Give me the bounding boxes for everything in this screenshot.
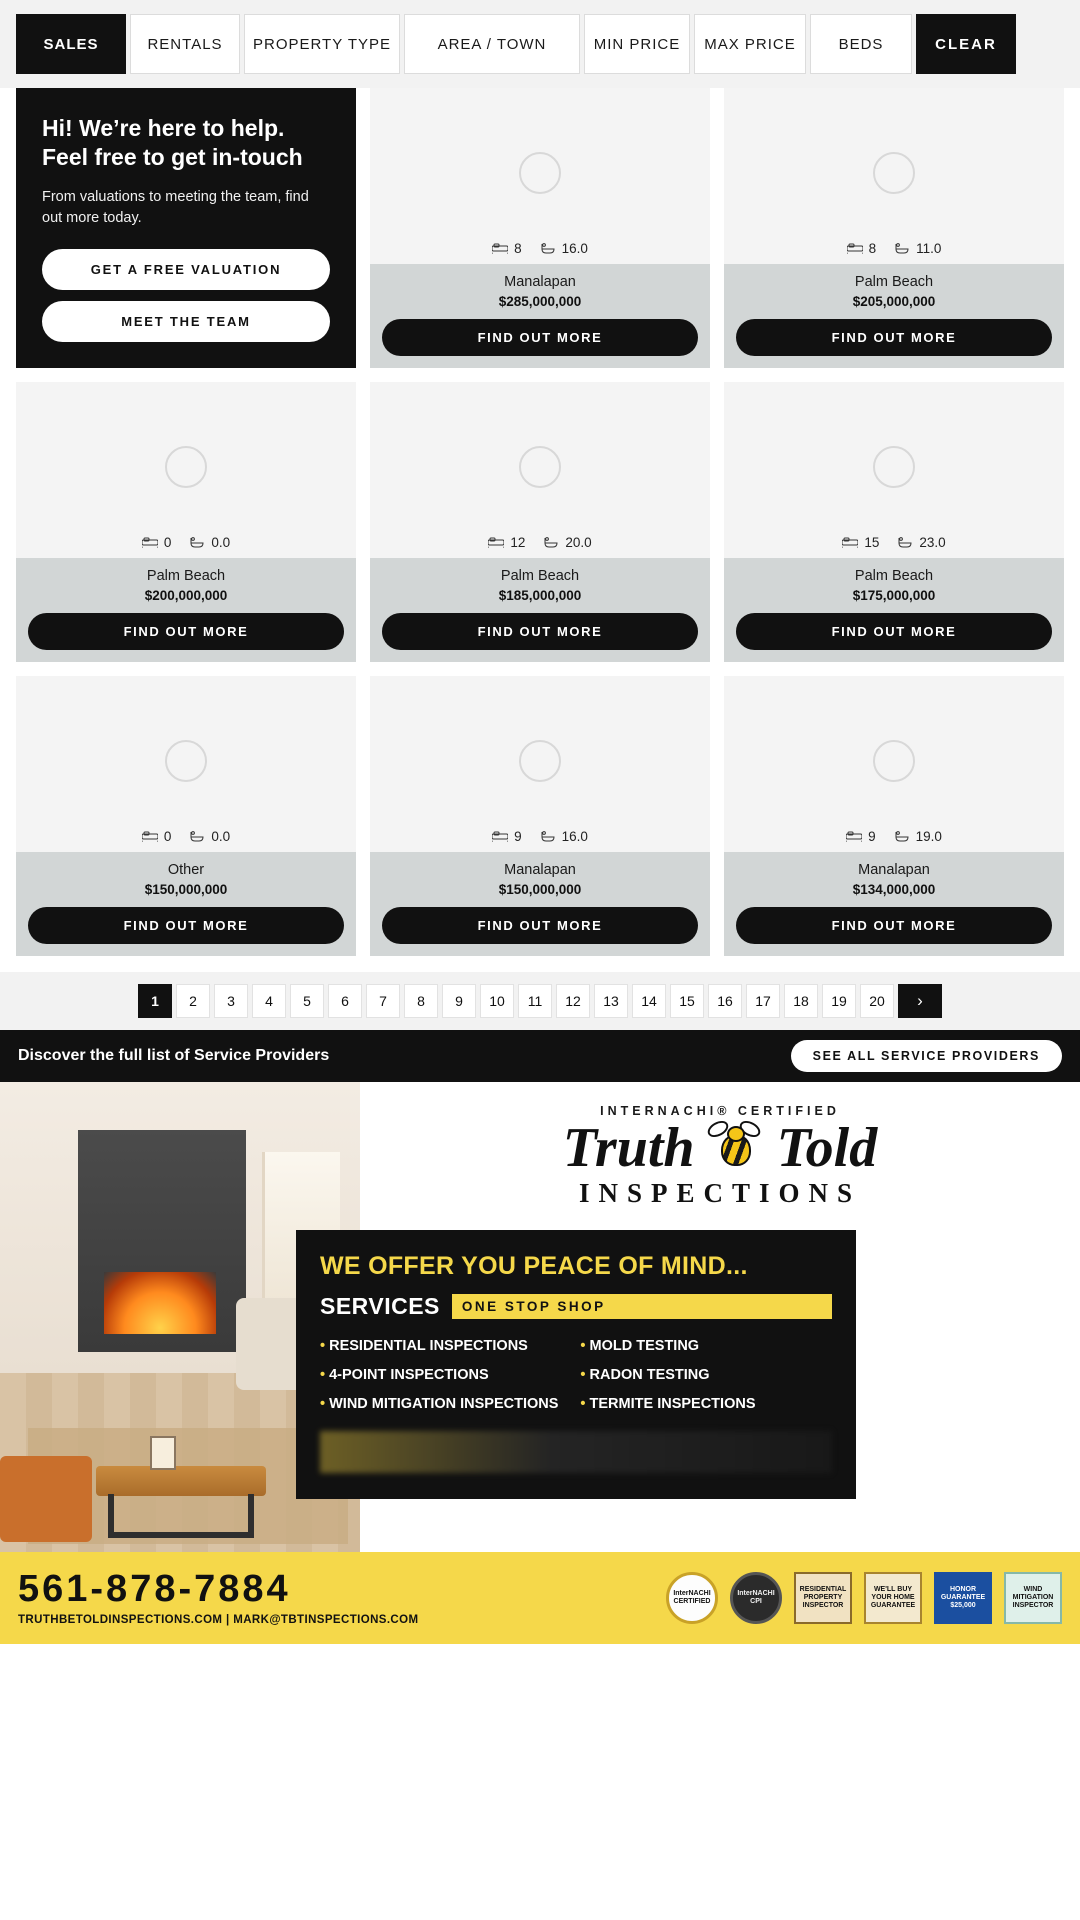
beds-value: 12 bbox=[510, 535, 526, 550]
listing-image-placeholder bbox=[370, 88, 710, 264]
one-stop-shop-banner: ONE STOP SHOP bbox=[452, 1294, 832, 1319]
listing-town: Palm Beach bbox=[854, 568, 934, 584]
beds-value: 8 bbox=[514, 241, 522, 256]
listing-specs bbox=[16, 829, 356, 844]
clear-filters-button[interactable]: CLEAR bbox=[916, 14, 1016, 74]
beds-spec bbox=[492, 241, 522, 256]
advertisement-banner[interactable] bbox=[0, 1082, 1080, 1552]
listing-image-placeholder bbox=[16, 676, 356, 852]
listing-image-placeholder bbox=[16, 382, 356, 558]
website-email[interactable]: TRUTHBETOLDINSPECTIONS.COM | MARK@TBTINSPECTIONS.COM bbox=[18, 1614, 419, 1626]
beds-spec bbox=[488, 535, 525, 550]
find-out-more-button[interactable]: FIND OUT MORE bbox=[28, 613, 344, 650]
page-button-10[interactable]: 10 bbox=[480, 984, 514, 1018]
photo-lantern bbox=[150, 1436, 176, 1470]
page-button-18[interactable]: 18 bbox=[784, 984, 818, 1018]
brand-name bbox=[360, 1117, 1080, 1179]
ad-services-panel bbox=[296, 1230, 856, 1499]
listing-image-placeholder bbox=[724, 676, 1064, 852]
bed-icon bbox=[142, 537, 158, 548]
page-button-12[interactable]: 12 bbox=[556, 984, 590, 1018]
bed-icon bbox=[847, 243, 863, 254]
bee-icon bbox=[709, 1120, 763, 1176]
ad-services-right bbox=[580, 1338, 755, 1425]
listing-price: $150,000,000 bbox=[498, 882, 582, 897]
loading-spinner-icon bbox=[873, 740, 915, 782]
beds-value: 15 bbox=[864, 535, 880, 550]
see-all-service-providers-button[interactable]: SEE ALL SERVICE PROVIDERS bbox=[791, 1040, 1062, 1072]
listing-town: Palm Beach bbox=[500, 568, 580, 584]
listing-card[interactable] bbox=[370, 382, 710, 662]
photo-fire bbox=[104, 1272, 216, 1334]
bed-icon bbox=[488, 537, 504, 548]
listing-specs bbox=[724, 241, 1064, 256]
ad-blurred-strip bbox=[320, 1431, 832, 1473]
bath-icon bbox=[897, 537, 913, 549]
brand-word-told: Told bbox=[776, 1117, 878, 1179]
loading-spinner-icon bbox=[873, 446, 915, 488]
meet-the-team-button[interactable]: MEET THE TEAM bbox=[42, 301, 330, 342]
ad-services-lists bbox=[320, 1338, 832, 1425]
baths-spec bbox=[189, 535, 230, 550]
listing-info bbox=[724, 558, 1064, 662]
bed-icon bbox=[842, 537, 858, 548]
loading-spinner-icon bbox=[873, 152, 915, 194]
listing-price: $185,000,000 bbox=[498, 588, 582, 603]
find-out-more-button[interactable]: FIND OUT MORE bbox=[28, 907, 344, 944]
beds-spec bbox=[142, 535, 172, 550]
page-button-2[interactable]: 2 bbox=[176, 984, 210, 1018]
filter-bar bbox=[0, 0, 1080, 88]
page-button-7[interactable]: 7 bbox=[366, 984, 400, 1018]
page-button-14[interactable]: 14 bbox=[632, 984, 666, 1018]
baths-spec bbox=[540, 241, 588, 256]
listing-image-placeholder bbox=[370, 382, 710, 558]
service-providers-title: Discover the full list of Service Providers bbox=[18, 1047, 330, 1064]
page-button-16[interactable]: 16 bbox=[708, 984, 742, 1018]
bed-icon bbox=[142, 831, 158, 842]
bath-icon bbox=[189, 537, 205, 549]
baths-value: 0.0 bbox=[211, 535, 231, 550]
filter-tab-area-town[interactable]: AREA / TOWN bbox=[404, 14, 580, 74]
filter-tab-sales[interactable]: SALES bbox=[16, 14, 126, 74]
bath-icon bbox=[543, 537, 559, 549]
listing-info bbox=[370, 264, 710, 368]
listing-price: $200,000,000 bbox=[144, 588, 228, 603]
beds-value: 0 bbox=[163, 829, 172, 844]
bath-icon bbox=[189, 831, 205, 843]
listing-image-placeholder bbox=[724, 88, 1064, 264]
photo-bench bbox=[0, 1456, 92, 1542]
baths-value: 16.0 bbox=[561, 241, 588, 256]
baths-value: 0.0 bbox=[211, 829, 231, 844]
listing-specs bbox=[724, 535, 1064, 550]
page-button-11[interactable]: 11 bbox=[518, 984, 552, 1018]
beds-spec bbox=[142, 829, 172, 844]
phone-number[interactable]: 561-878-7884 bbox=[18, 1568, 291, 1610]
page-button-15[interactable]: 15 bbox=[670, 984, 704, 1018]
listing-info bbox=[370, 852, 710, 956]
baths-value: 23.0 bbox=[919, 535, 946, 550]
filter-tab-property-type[interactable]: PROPERTY TYPE bbox=[244, 14, 400, 74]
bed-icon bbox=[492, 831, 508, 842]
baths-value: 16.0 bbox=[561, 829, 588, 844]
listing-card[interactable] bbox=[724, 88, 1064, 368]
listing-town: Manalapan bbox=[504, 274, 576, 290]
beds-value: 9 bbox=[868, 829, 876, 844]
badge-residential-property-inspector-icon: RESIDENTIAL PROPERTY INSPECTOR bbox=[794, 1572, 852, 1624]
filter-tab-max-price[interactable]: MAX PRICE bbox=[694, 14, 806, 74]
listing-town: Palm Beach bbox=[146, 568, 226, 584]
listing-town: Palm Beach bbox=[854, 274, 934, 290]
page-button-6[interactable]: 6 bbox=[328, 984, 362, 1018]
ad-services-label: SERVICES bbox=[320, 1293, 440, 1319]
badge-buy-your-home-guarantee-icon: WE'LL BUY YOUR HOME GUARANTEE bbox=[864, 1572, 922, 1624]
beds-spec bbox=[492, 829, 522, 844]
baths-spec bbox=[897, 535, 945, 550]
listing-price: $150,000,000 bbox=[144, 882, 228, 897]
listing-card[interactable] bbox=[724, 382, 1064, 662]
brand-word-truth: Truth bbox=[562, 1117, 695, 1179]
ad-services-left bbox=[320, 1338, 558, 1425]
brand-subtitle: INSPECTIONS bbox=[578, 1178, 862, 1208]
find-out-more-button[interactable]: FIND OUT MORE bbox=[736, 319, 1052, 356]
service-item: • RESIDENTIAL INSPECTIONS bbox=[320, 1338, 558, 1354]
page-button-8[interactable]: 8 bbox=[404, 984, 438, 1018]
promo-body: From valuations to meeting the team, find out more today. bbox=[42, 188, 309, 226]
service-item: • 4-POINT INSPECTIONS bbox=[320, 1367, 558, 1383]
page-button-9[interactable]: 9 bbox=[442, 984, 476, 1018]
photo-coffee-table bbox=[96, 1466, 266, 1496]
page-button-4[interactable]: 4 bbox=[252, 984, 286, 1018]
internachi-certified-label: INTERNACHI® CERTIFIED bbox=[600, 1104, 840, 1118]
listing-card[interactable] bbox=[16, 382, 356, 662]
promo-heading: Hi! We’re here to help. Feel free to get in-touch bbox=[42, 115, 303, 171]
filter-tab-min-price[interactable]: MIN PRICE bbox=[584, 14, 690, 74]
beds-value: 8 bbox=[868, 241, 877, 256]
listing-card[interactable] bbox=[16, 676, 356, 956]
listing-card[interactable] bbox=[724, 676, 1064, 956]
listing-specs bbox=[370, 829, 710, 844]
listing-info bbox=[724, 852, 1064, 956]
listing-price: $175,000,000 bbox=[852, 588, 936, 603]
page-button-13[interactable]: 13 bbox=[594, 984, 628, 1018]
ad-services-row bbox=[320, 1293, 832, 1320]
bath-icon bbox=[894, 243, 910, 255]
bed-icon bbox=[846, 831, 862, 842]
beds-spec bbox=[847, 241, 877, 256]
ad-headline: WE OFFER YOU PEACE OF MIND... bbox=[320, 1252, 748, 1280]
loading-spinner-icon bbox=[519, 152, 561, 194]
listing-specs bbox=[370, 535, 710, 550]
ad-content bbox=[320, 1082, 1080, 1552]
listing-town: Manalapan bbox=[858, 862, 930, 878]
filter-tab-rentals[interactable]: RENTALS bbox=[130, 14, 240, 74]
listing-specs bbox=[724, 829, 1064, 844]
listing-info bbox=[370, 558, 710, 662]
listings-grid bbox=[0, 88, 1080, 956]
page-button-5[interactable]: 5 bbox=[290, 984, 324, 1018]
get-free-valuation-button[interactable]: GET A FREE VALUATION bbox=[42, 249, 330, 290]
listing-specs bbox=[370, 241, 710, 256]
beds-spec bbox=[842, 535, 879, 550]
badge-honor-guarantee-icon: HONOR GUARANTEE $25,000 bbox=[934, 1572, 992, 1624]
find-out-more-button[interactable]: FIND OUT MORE bbox=[382, 907, 698, 944]
baths-spec bbox=[189, 829, 230, 844]
page-button-20[interactable]: 20 bbox=[860, 984, 894, 1018]
page-button-19[interactable]: 19 bbox=[822, 984, 856, 1018]
certification-badges bbox=[434, 1572, 1062, 1624]
listing-town: Manalapan bbox=[504, 862, 576, 878]
next-page-icon[interactable]: › bbox=[898, 984, 942, 1018]
pagination bbox=[0, 972, 1080, 1030]
ad-footer bbox=[0, 1552, 1080, 1644]
listing-specs bbox=[16, 535, 356, 550]
listing-price: $134,000,000 bbox=[852, 882, 936, 897]
listing-town: Other bbox=[167, 862, 205, 878]
badge-internachi-cpi-icon: InterNACHI CPI bbox=[730, 1572, 782, 1624]
beds-value: 0 bbox=[163, 535, 172, 550]
photo-table-legs bbox=[108, 1494, 254, 1538]
baths-spec bbox=[894, 241, 941, 256]
badge-internachi-certified-icon: InterNACHI CERTIFIED bbox=[666, 1572, 718, 1624]
ad-footer-contact bbox=[18, 1570, 418, 1626]
find-out-more-button[interactable]: FIND OUT MORE bbox=[382, 319, 698, 356]
service-item: • MOLD TESTING bbox=[580, 1338, 755, 1354]
find-out-more-button[interactable]: FIND OUT MORE bbox=[382, 613, 698, 650]
loading-spinner-icon bbox=[519, 446, 561, 488]
find-out-more-button[interactable]: FIND OUT MORE bbox=[736, 907, 1052, 944]
beds-spec bbox=[846, 829, 876, 844]
bed-icon bbox=[492, 243, 508, 254]
bath-icon bbox=[540, 831, 556, 843]
truth-told-logo bbox=[360, 1082, 1080, 1209]
page-button-17[interactable]: 17 bbox=[746, 984, 780, 1018]
baths-spec bbox=[543, 535, 591, 550]
baths-spec bbox=[540, 829, 588, 844]
bath-icon bbox=[540, 243, 556, 255]
service-item: • RADON TESTING bbox=[580, 1367, 755, 1383]
loading-spinner-icon bbox=[165, 740, 207, 782]
service-item: • TERMITE INSPECTIONS bbox=[580, 1396, 755, 1412]
listing-info bbox=[724, 264, 1064, 368]
listing-image-placeholder bbox=[370, 676, 710, 852]
baths-value: 19.0 bbox=[915, 829, 942, 844]
listing-price: $285,000,000 bbox=[498, 294, 582, 309]
baths-value: 20.0 bbox=[565, 535, 592, 550]
service-item: • WIND MITIGATION INSPECTIONS bbox=[320, 1396, 558, 1412]
bath-icon bbox=[894, 831, 910, 843]
filter-tab-beds[interactable]: BEDS bbox=[810, 14, 912, 74]
service-providers-bar bbox=[0, 1030, 1080, 1082]
listing-info bbox=[16, 852, 356, 956]
listing-price: $205,000,000 bbox=[852, 294, 936, 309]
listing-card[interactable] bbox=[370, 676, 710, 956]
listing-image-placeholder bbox=[724, 382, 1064, 558]
listing-info bbox=[16, 558, 356, 662]
baths-spec bbox=[894, 829, 942, 844]
page-button-3[interactable]: 3 bbox=[214, 984, 248, 1018]
badge-wind-mitigation-inspector-icon: WIND MITIGATION INSPECTOR bbox=[1004, 1572, 1062, 1624]
loading-spinner-icon bbox=[519, 740, 561, 782]
page-button-1[interactable]: 1 bbox=[138, 984, 172, 1018]
find-out-more-button[interactable]: FIND OUT MORE bbox=[736, 613, 1052, 650]
loading-spinner-icon bbox=[165, 446, 207, 488]
baths-value: 11.0 bbox=[916, 241, 942, 256]
beds-value: 9 bbox=[514, 829, 522, 844]
promo-card bbox=[16, 88, 356, 368]
listing-card[interactable] bbox=[370, 88, 710, 368]
